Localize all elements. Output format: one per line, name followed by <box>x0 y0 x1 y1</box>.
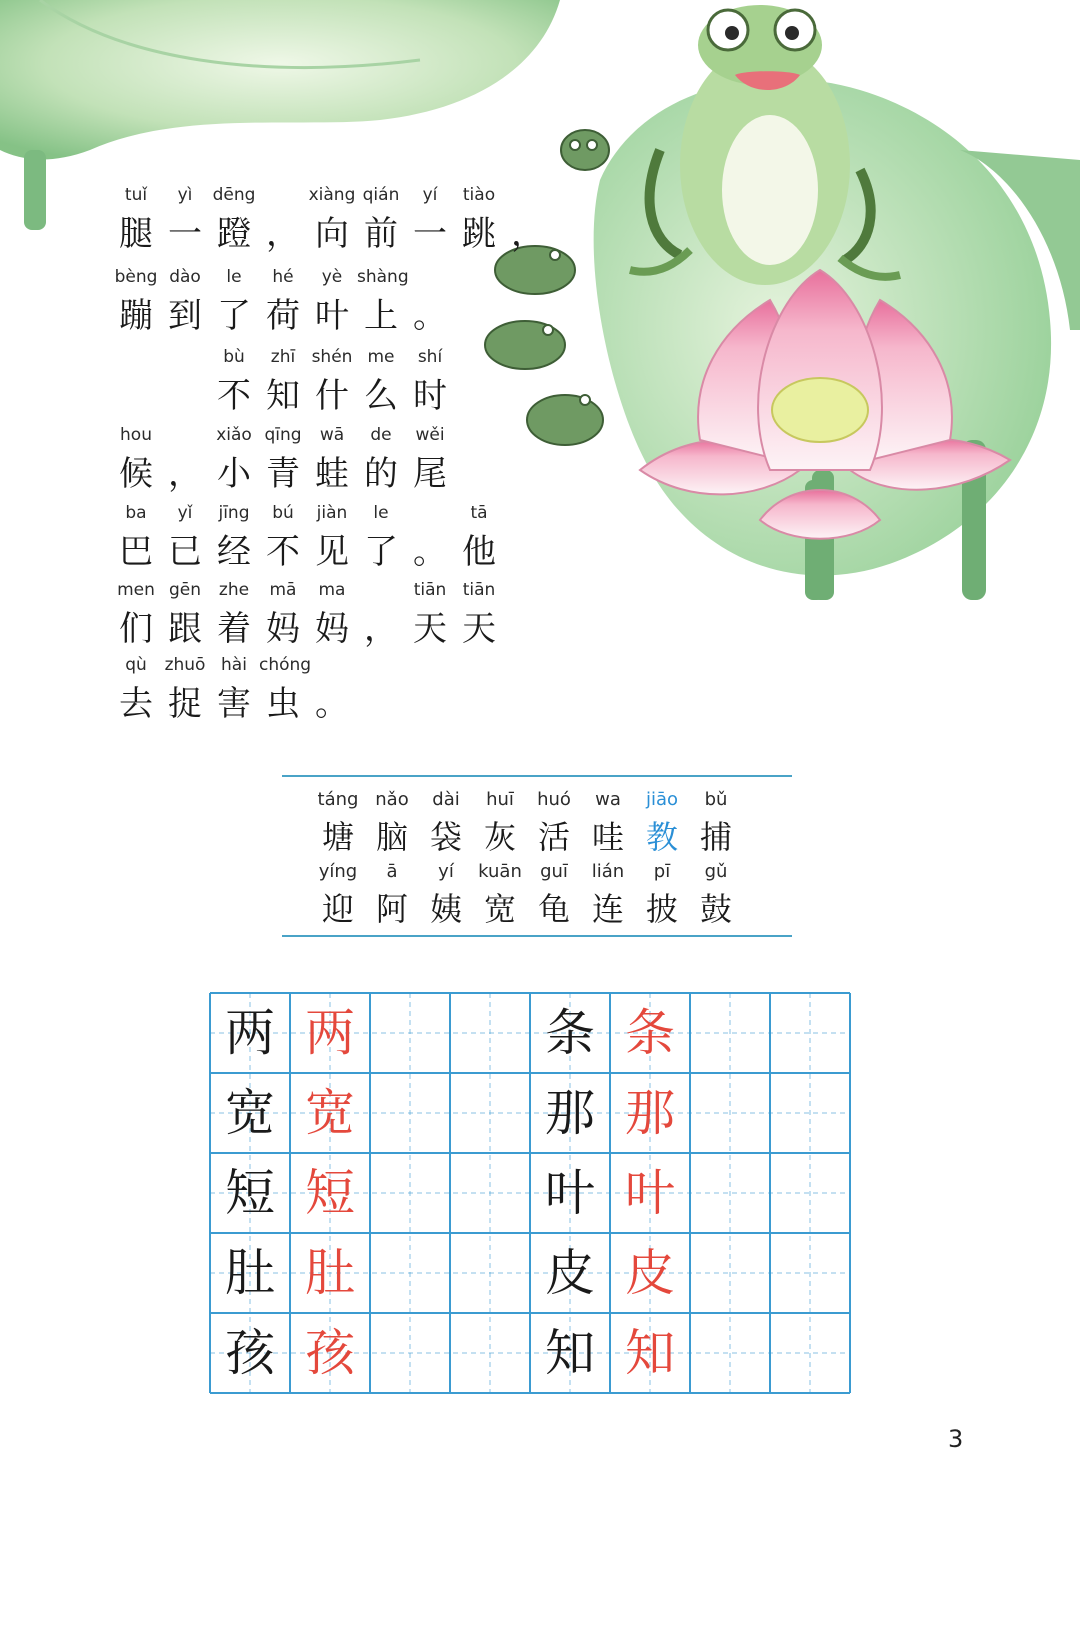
new-chars-bottom-rule <box>282 935 792 937</box>
story-char <box>259 575 307 653</box>
new-char <box>526 785 582 859</box>
hanzi: ， <box>511 214 545 254</box>
story-char <box>259 650 312 728</box>
hanzi: 腿 <box>119 214 153 254</box>
hanzi <box>112 372 160 420</box>
story-char <box>210 420 258 498</box>
new-char <box>580 857 636 931</box>
pinyin: me <box>367 347 395 367</box>
hanzi: 什 <box>315 376 349 416</box>
story-char <box>308 180 356 258</box>
new-char-pinyin: bǔ <box>704 789 728 810</box>
story-char <box>259 498 307 576</box>
story-char <box>161 342 209 420</box>
new-chars-top-rule <box>282 775 792 777</box>
pinyin: gēn <box>168 580 202 600</box>
pinyin: xiǎo <box>216 425 252 445</box>
pinyin: yè <box>321 267 343 287</box>
pinyin: tiān <box>462 580 496 600</box>
story-char <box>259 180 307 258</box>
new-char-hanzi: 教 <box>645 818 678 856</box>
pinyin: tiào <box>462 185 496 205</box>
new-char-hanzi: 龟 <box>537 890 570 928</box>
pinyin <box>504 180 552 210</box>
story-char <box>210 180 258 258</box>
story-char <box>406 342 454 420</box>
story-char <box>112 575 160 653</box>
story-char <box>112 420 160 498</box>
story-char <box>357 575 405 653</box>
new-char-pinyin: táng <box>317 789 359 810</box>
story-char <box>308 342 356 420</box>
story-char <box>308 650 356 728</box>
pinyin <box>161 342 209 372</box>
new-char-pinyin: wa <box>595 789 621 810</box>
pinyin: qīng <box>264 425 302 445</box>
hanzi <box>161 372 209 420</box>
new-char-hanzi: 阿 <box>375 890 408 928</box>
hanzi: 去 <box>119 684 153 724</box>
new-char <box>634 785 690 859</box>
new-char-pinyin: pī <box>653 861 671 882</box>
story-char <box>406 420 454 498</box>
new-char-pinyin: gǔ <box>704 861 728 882</box>
story-char <box>210 262 258 340</box>
pinyin: hé <box>272 267 294 287</box>
pinyin: wā <box>319 425 345 445</box>
pinyin: mā <box>269 580 297 600</box>
story-char <box>259 342 307 420</box>
story-char <box>210 650 258 728</box>
new-char-pinyin: yí <box>438 861 454 882</box>
hanzi: 小 <box>217 454 251 494</box>
new-char <box>472 857 528 931</box>
hanzi: 。 <box>315 684 349 724</box>
pinyin: hài <box>221 655 247 675</box>
pinyin: yǐ <box>177 503 193 523</box>
model-char: 宽 <box>225 1084 275 1142</box>
new-char-pinyin: dài <box>432 789 460 810</box>
hanzi: 害 <box>217 684 251 724</box>
story-char <box>112 180 160 258</box>
hanzi: ， <box>168 454 202 494</box>
pinyin: zhuō <box>164 655 206 675</box>
hanzi: 青 <box>266 454 300 494</box>
model-char: 短 <box>225 1164 275 1222</box>
hanzi: 。 <box>413 296 447 336</box>
hanzi: 时 <box>413 376 447 416</box>
pinyin: dào <box>169 267 201 287</box>
hanzi: 尾 <box>413 454 447 494</box>
pinyin: tā <box>470 503 488 523</box>
hanzi: 已 <box>168 532 202 572</box>
hanzi: 着 <box>217 609 251 649</box>
hanzi: 。 <box>413 532 447 572</box>
hanzi: 候 <box>119 454 153 494</box>
pinyin: qù <box>125 655 147 675</box>
pinyin <box>406 262 454 292</box>
hanzi: 一 <box>168 214 202 254</box>
story-char <box>455 498 503 576</box>
story-char <box>259 420 307 498</box>
new-char-pinyin: lián <box>591 861 625 882</box>
story-char <box>210 342 258 420</box>
hanzi: 知 <box>266 376 300 416</box>
story-char <box>357 180 405 258</box>
hanzi: 天 <box>462 609 496 649</box>
story-char <box>455 575 503 653</box>
pinyin: men <box>117 580 155 600</box>
new-char-hanzi: 宽 <box>483 890 516 928</box>
hanzi: 前 <box>364 214 398 254</box>
story-char <box>161 262 209 340</box>
new-char <box>526 857 582 931</box>
pinyin: yì <box>177 185 193 205</box>
trace-char: 短 <box>305 1164 355 1222</box>
hanzi: 妈 <box>266 609 300 649</box>
story-char <box>161 575 209 653</box>
hanzi: ， <box>266 214 300 254</box>
story-char <box>406 575 454 653</box>
pinyin: shí <box>417 347 443 367</box>
model-char: 叶 <box>545 1164 595 1222</box>
story-char <box>357 342 405 420</box>
pinyin: bú <box>272 503 294 523</box>
new-char-pinyin: guī <box>540 861 568 882</box>
trace-char: 两 <box>305 1004 355 1062</box>
story-char <box>308 498 356 576</box>
pinyin: ma <box>318 580 346 600</box>
new-char-hanzi: 披 <box>645 890 678 928</box>
new-char-hanzi: 姨 <box>429 890 462 928</box>
story-char <box>357 262 409 340</box>
hanzi: 蹬 <box>217 214 251 254</box>
new-char-pinyin: huī <box>486 789 514 810</box>
pinyin <box>406 498 454 528</box>
hanzi: 捉 <box>168 684 202 724</box>
hanzi: 不 <box>217 376 251 416</box>
pinyin: yí <box>422 185 438 205</box>
hanzi: 天 <box>413 609 447 649</box>
story-char <box>161 498 209 576</box>
hanzi: ， <box>364 609 398 649</box>
story-char <box>357 498 405 576</box>
hanzi: 了 <box>217 296 251 336</box>
pinyin: de <box>370 425 392 445</box>
pinyin: zhī <box>270 347 296 367</box>
model-char: 条 <box>545 1004 595 1062</box>
story-char <box>406 498 454 576</box>
new-char-pinyin: ā <box>386 861 398 882</box>
model-char: 知 <box>545 1324 595 1382</box>
pinyin: chóng <box>259 655 312 675</box>
trace-char: 那 <box>625 1084 675 1142</box>
page-number: 3 <box>948 1425 964 1453</box>
story-char <box>406 262 454 340</box>
writing-grid <box>210 993 850 1393</box>
story-char <box>112 650 160 728</box>
new-char-pinyin: yíng <box>318 861 358 882</box>
trace-char: 叶 <box>625 1164 675 1222</box>
pinyin: le <box>373 503 389 523</box>
trace-char: 皮 <box>625 1244 675 1302</box>
hanzi: 妈 <box>315 609 349 649</box>
new-char-hanzi: 活 <box>537 818 570 856</box>
story-char <box>406 180 454 258</box>
hanzi: 到 <box>168 296 202 336</box>
story-char <box>210 498 258 576</box>
new-char-hanzi: 灰 <box>483 818 516 856</box>
model-char: 孩 <box>225 1324 275 1382</box>
new-char <box>364 785 420 859</box>
new-char-hanzi: 脑 <box>375 818 408 856</box>
pinyin: ba <box>125 503 147 523</box>
pinyin: dēng <box>212 185 256 205</box>
hanzi: 见 <box>315 532 349 572</box>
story-char <box>161 650 209 728</box>
pinyin: tiān <box>413 580 447 600</box>
pinyin: bù <box>223 347 245 367</box>
pinyin <box>161 420 209 450</box>
trace-char: 孩 <box>305 1324 355 1382</box>
story-char <box>161 420 209 498</box>
story-char <box>308 420 356 498</box>
story-char <box>308 575 356 653</box>
new-char <box>472 785 528 859</box>
new-char <box>310 857 366 931</box>
pinyin <box>259 180 307 210</box>
story-char <box>112 262 160 340</box>
story-char <box>259 262 307 340</box>
new-char-pinyin: nǎo <box>375 789 409 810</box>
new-char-hanzi: 迎 <box>321 890 354 928</box>
pinyin: jiàn <box>316 503 348 523</box>
new-char-pinyin: kuān <box>478 861 522 882</box>
hanzi: 一 <box>413 214 447 254</box>
hanzi: 的 <box>364 454 398 494</box>
hanzi: 不 <box>266 532 300 572</box>
hanzi: 荷 <box>266 296 300 336</box>
hanzi: 们 <box>119 609 153 649</box>
new-char <box>310 785 366 859</box>
new-char <box>418 857 474 931</box>
hanzi: 虫 <box>266 684 300 724</box>
small-frogs <box>485 130 609 445</box>
pinyin <box>112 342 160 372</box>
trace-char: 知 <box>625 1324 675 1382</box>
hanzi: 跳 <box>462 214 496 254</box>
hanzi: 巴 <box>119 532 153 572</box>
hanzi: 蛙 <box>315 454 349 494</box>
hanzi: 了 <box>364 532 398 572</box>
new-char-hanzi: 塘 <box>321 818 354 856</box>
hanzi: 上 <box>364 296 398 336</box>
pinyin: bèng <box>114 267 158 287</box>
story-char <box>357 420 405 498</box>
pinyin: xiàng <box>308 185 356 205</box>
pinyin: zhe <box>218 580 250 600</box>
story-char <box>210 575 258 653</box>
story-char <box>161 180 209 258</box>
new-char-pinyin: huó <box>537 789 571 810</box>
hanzi: 向 <box>315 214 349 254</box>
story-char <box>308 262 356 340</box>
new-char <box>634 857 690 931</box>
trace-char: 肚 <box>305 1244 355 1302</box>
new-char-hanzi: 袋 <box>429 818 462 856</box>
pinyin: wěi <box>415 425 445 445</box>
trace-char: 条 <box>625 1004 675 1062</box>
story-char <box>455 180 503 258</box>
hanzi: 蹦 <box>119 296 153 336</box>
story-char <box>112 498 160 576</box>
new-char <box>418 785 474 859</box>
pinyin <box>357 575 405 605</box>
new-char-hanzi: 鼓 <box>699 890 732 928</box>
pinyin: hou <box>120 425 152 445</box>
model-char: 那 <box>545 1084 595 1142</box>
story-char <box>112 342 160 420</box>
new-char <box>688 857 744 931</box>
model-char: 皮 <box>545 1244 595 1302</box>
new-char <box>580 785 636 859</box>
new-char-hanzi: 连 <box>591 890 624 928</box>
pinyin: tuǐ <box>124 185 148 205</box>
hanzi: 叶 <box>315 296 349 336</box>
new-char <box>364 857 420 931</box>
new-char-hanzi: 哇 <box>591 818 624 856</box>
hanzi: 么 <box>364 376 398 416</box>
pinyin: qián <box>362 185 400 205</box>
hanzi: 他 <box>462 532 496 572</box>
pinyin: le <box>226 267 242 287</box>
new-char <box>688 785 744 859</box>
story-char <box>504 180 552 258</box>
pinyin <box>308 650 356 680</box>
pinyin: shàng <box>357 267 409 287</box>
new-char-pinyin: jiāo <box>645 789 679 810</box>
model-char: 肚 <box>225 1244 275 1302</box>
hanzi: 经 <box>217 532 251 572</box>
model-char: 两 <box>225 1004 275 1062</box>
hanzi: 跟 <box>168 609 202 649</box>
trace-char: 宽 <box>305 1084 355 1142</box>
pinyin: shén <box>311 347 353 367</box>
pinyin: jīng <box>218 503 250 523</box>
new-char-hanzi: 捕 <box>699 818 732 856</box>
